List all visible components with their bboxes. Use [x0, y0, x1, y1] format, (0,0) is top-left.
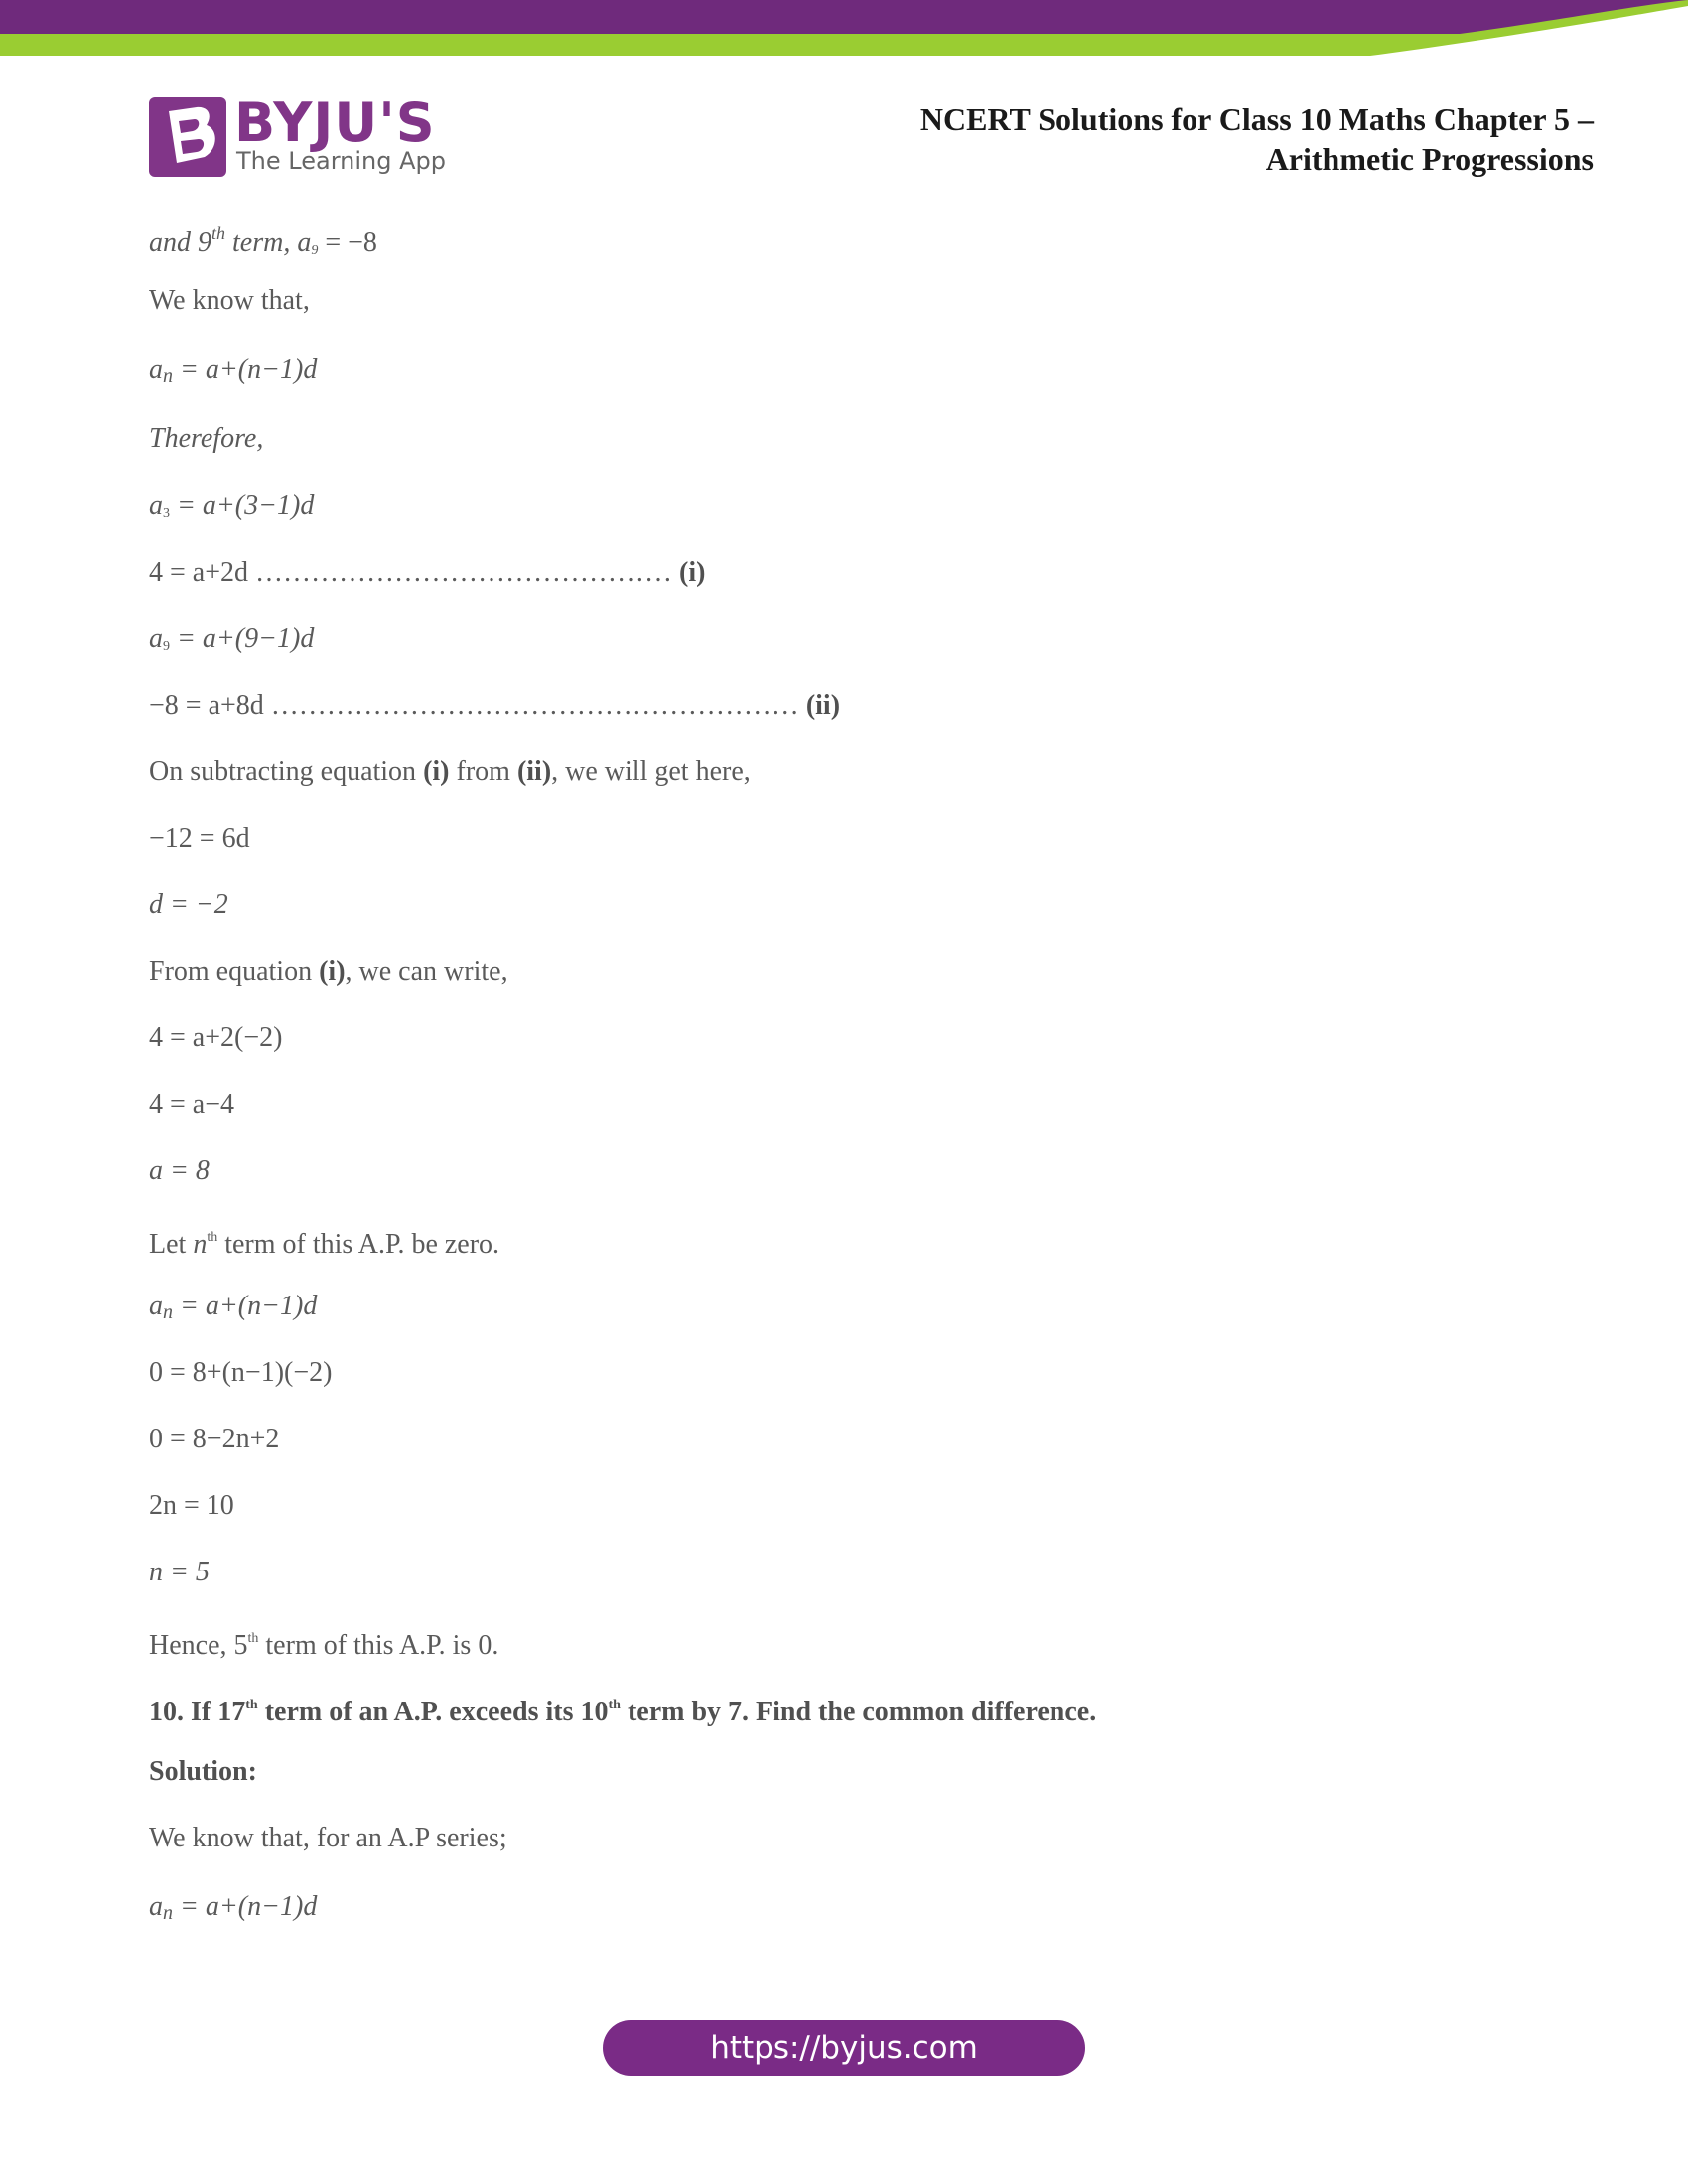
formula-line: 0 = 8−2n+2 — [149, 1424, 280, 1454]
text-line: Therefore, — [149, 423, 264, 454]
footer-url-link[interactable] — [603, 2020, 1085, 2076]
formula-line: $a_n = a+(n-1)d$ — [149, 1891, 318, 1924]
text-line: Hence, 5th term of this A.P. is 0. — [149, 1630, 499, 1661]
solution-heading: Solution: — [149, 1756, 257, 1787]
formula-line: d = −2 — [149, 889, 228, 920]
text-line: and 9th term, $a_9 = -8$ — [149, 223, 377, 258]
text-line: We know that, — [149, 285, 310, 316]
equation-ii: −8 = a+8d ………………………………………………… (ii) — [149, 690, 841, 721]
text-line: Let $n^{th}$ term of this A.P. be zero. — [149, 1229, 500, 1260]
formula-line: −12 = 6d — [149, 823, 250, 854]
text-line: We know that, for an A.P series; — [149, 1823, 507, 1853]
logo-brand-name: BYJU'S — [234, 91, 436, 154]
formula-line: 0 = 8+(n−1)(−2) — [149, 1357, 333, 1388]
formula-line: n = 5 — [149, 1557, 210, 1587]
header-title-line-1: NCERT Solutions for Class 10 Maths Chapter 5 – — [919, 101, 1594, 137]
formula-line: a = 8 — [149, 1156, 210, 1186]
text-line: From equation (i), we can write, — [149, 956, 508, 987]
top-banner — [0, 0, 1688, 60]
page-header-title — [700, 99, 1594, 179]
byjus-logo — [149, 91, 446, 181]
formula-line: $a_n = a+(n-1)d$ — [149, 1291, 318, 1323]
text-line: On subtracting equation (i) from (ii), we will get here, — [149, 756, 751, 787]
header-title-line-2: Arithmetic Progressions — [1265, 141, 1594, 177]
formula-line: $a_n = a+(n-1)d$ — [149, 354, 318, 387]
formula-line: 4 = a+2(−2) — [149, 1023, 283, 1053]
logo-b-icon — [149, 97, 226, 177]
question-10: 10. If 17th term of an A.P. exceeds its 10th term by 7. Find the common difference. — [149, 1697, 1097, 1727]
equation-i: 4 = a+2d ……………………………………… (i) — [149, 557, 706, 588]
footer-url-text[interactable]: https://byjus.com — [710, 2030, 978, 2066]
formula-line: 4 = a−4 — [149, 1089, 235, 1120]
formula-line: 2n = 10 — [149, 1490, 234, 1521]
logo-tagline: The Learning App — [236, 147, 446, 175]
formula-line: $a_3 = a+(3-1)d$ — [149, 490, 315, 521]
formula-line: $a_9 = a+(9-1)d$ — [149, 623, 315, 654]
